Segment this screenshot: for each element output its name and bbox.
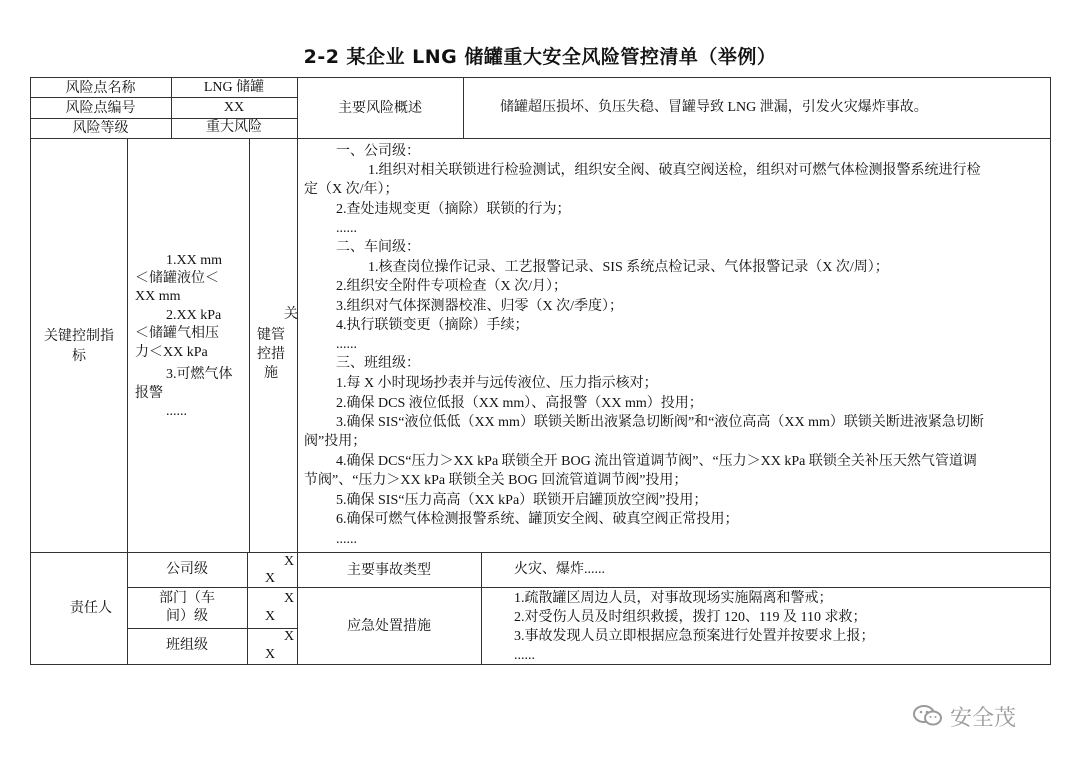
measure-item: 2.查处违规变更（摘除）联锁的行为； — [336, 202, 571, 217]
measure-item: 3.确保 SIS“液位低低（XX mm）联锁关断出液紧急切断阀”和“液位高高（XX mm）联锁关断进液紧急切断 — [336, 415, 984, 430]
indicator-item: 力＜XX kPa — [135, 345, 208, 360]
risk-summary-text: 储罐超压损坏、负压失稳、冒罐导致 LNG 泄漏，引发火灾爆炸事故。 — [500, 100, 928, 115]
measure-item: 阀”投用； — [304, 434, 367, 449]
accident-type-value: 火灾、爆炸...... — [514, 562, 605, 577]
emergency-item: ...... — [514, 648, 535, 663]
measure-item: 1.核查岗位操作记录、工艺报警记录、SIS 系统点检记录、气体报警记录（X 次/周）； — [368, 260, 889, 275]
measures-label: 键管控措施 — [257, 328, 285, 381]
indicator-item: ＜储罐液位＜ — [135, 271, 219, 286]
measure-item: 1.每 X 小时现场抄表并与远传液位、压力指示核对； — [336, 376, 658, 391]
company-responsible-x: X — [284, 554, 295, 569]
team-level-label: 班组级 — [166, 638, 208, 653]
watermark — [912, 696, 1072, 736]
emergency-item: 3.事故发现人员立即根据应急预案进行处置并按要求上报； — [514, 629, 875, 644]
key-indicator-label: 关键控制指标 — [44, 329, 114, 364]
measure-item: 4.执行联锁变更（摘除）手续； — [336, 318, 529, 333]
company-level-label: 公司级 — [166, 562, 208, 577]
risk-level-value: 重大风险 — [206, 120, 262, 135]
indicator-item: ＜储罐气相压 — [135, 326, 219, 341]
indicator-item: 3.可燃气体 — [166, 367, 233, 382]
measure-item: 节阀”、“压力＞XX kPa 联锁全关 BOG 回流管道调节阀”投用； — [304, 473, 688, 488]
measure-item: ...... — [336, 337, 357, 352]
risk-summary-label: 主要风险概述 — [338, 100, 422, 116]
measure-item: 1.组织对相关联锁进行检验测试，组织安全阀、破真空阀送检，组织对可燃气体检测报警系统进行检 — [368, 163, 981, 178]
team-level-heading: 三、班组级： — [336, 356, 420, 371]
company-level-heading: 一、公司级： — [336, 144, 420, 159]
document-title: 2-2 某企业 LNG 储罐重大安全风险管控清单（举例） — [303, 46, 777, 68]
indicator-item: 报警 — [135, 386, 163, 401]
measure-item: 2.组织安全附件专项检查（X 次/月）； — [336, 279, 567, 294]
emergency-item: 2.对受伤人员及时组织救援，拨打 120、119 及 110 求救； — [514, 610, 867, 625]
team-responsible-x: X — [284, 629, 295, 644]
indicator-item: ...... — [166, 404, 187, 419]
dept-responsible-x2: X — [265, 609, 276, 624]
measure-item: 定（X 次/年）； — [304, 182, 399, 197]
dept-level-label-line2: 间）级 — [166, 609, 208, 624]
risk-point-code-label: 风险点编号 — [65, 100, 136, 116]
measure-item: 6.确保可燃气体检测报警系统、罐顶安全阀、破真空阀正常投用； — [336, 512, 739, 527]
measure-item: ...... — [336, 221, 357, 236]
responsible-label: 责任人 — [70, 601, 112, 616]
measure-item: 3.组织对气体探测器校准、归零（X 次/季度）； — [336, 299, 623, 314]
risk-point-name-value: LNG 储罐 — [203, 80, 265, 95]
indicator-item: 2.XX kPa — [166, 308, 222, 323]
accident-type-label: 主要事故类型 — [347, 562, 431, 578]
measure-item: ...... — [336, 532, 357, 547]
emergency-measures-label: 应急处置措施 — [347, 618, 431, 634]
risk-point-name-label: 风险点名称 — [65, 80, 136, 96]
team-responsible-x2: X — [265, 647, 276, 662]
measure-item: 5.确保 SIS“压力高高（XX kPa）联锁开启罐顶放空阀”投用； — [336, 493, 708, 508]
indicator-item: XX mm — [135, 289, 181, 304]
watermark-text: 安全茂 — [950, 705, 1017, 731]
workshop-level-heading: 二、车间级： — [336, 240, 420, 255]
chat-bubble-icon — [912, 703, 944, 729]
dept-responsible-x: X — [284, 591, 295, 606]
risk-point-code-value: XX — [223, 100, 245, 115]
dept-level-label-line1: 部门（车 — [159, 591, 215, 606]
measures-label-char: 关 — [284, 307, 298, 322]
measure-item: 2.确保 DCS 液位低报（XX mm）、高报警（XX mm）投用； — [336, 396, 703, 411]
measure-item: 4.确保 DCS“压力＞XX kPa 联锁全开 BOG 流出管道调节阀”、“压力＞XX kPa 联锁全关补压天然气管道调 — [336, 454, 977, 469]
risk-level-label: 风险等级 — [72, 120, 129, 136]
company-responsible-x2: X — [265, 571, 276, 586]
emergency-item: 1.疏散罐区周边人员，对事故现场实施隔离和警戒； — [514, 591, 833, 606]
indicator-item: 1.XX mm — [166, 253, 222, 268]
